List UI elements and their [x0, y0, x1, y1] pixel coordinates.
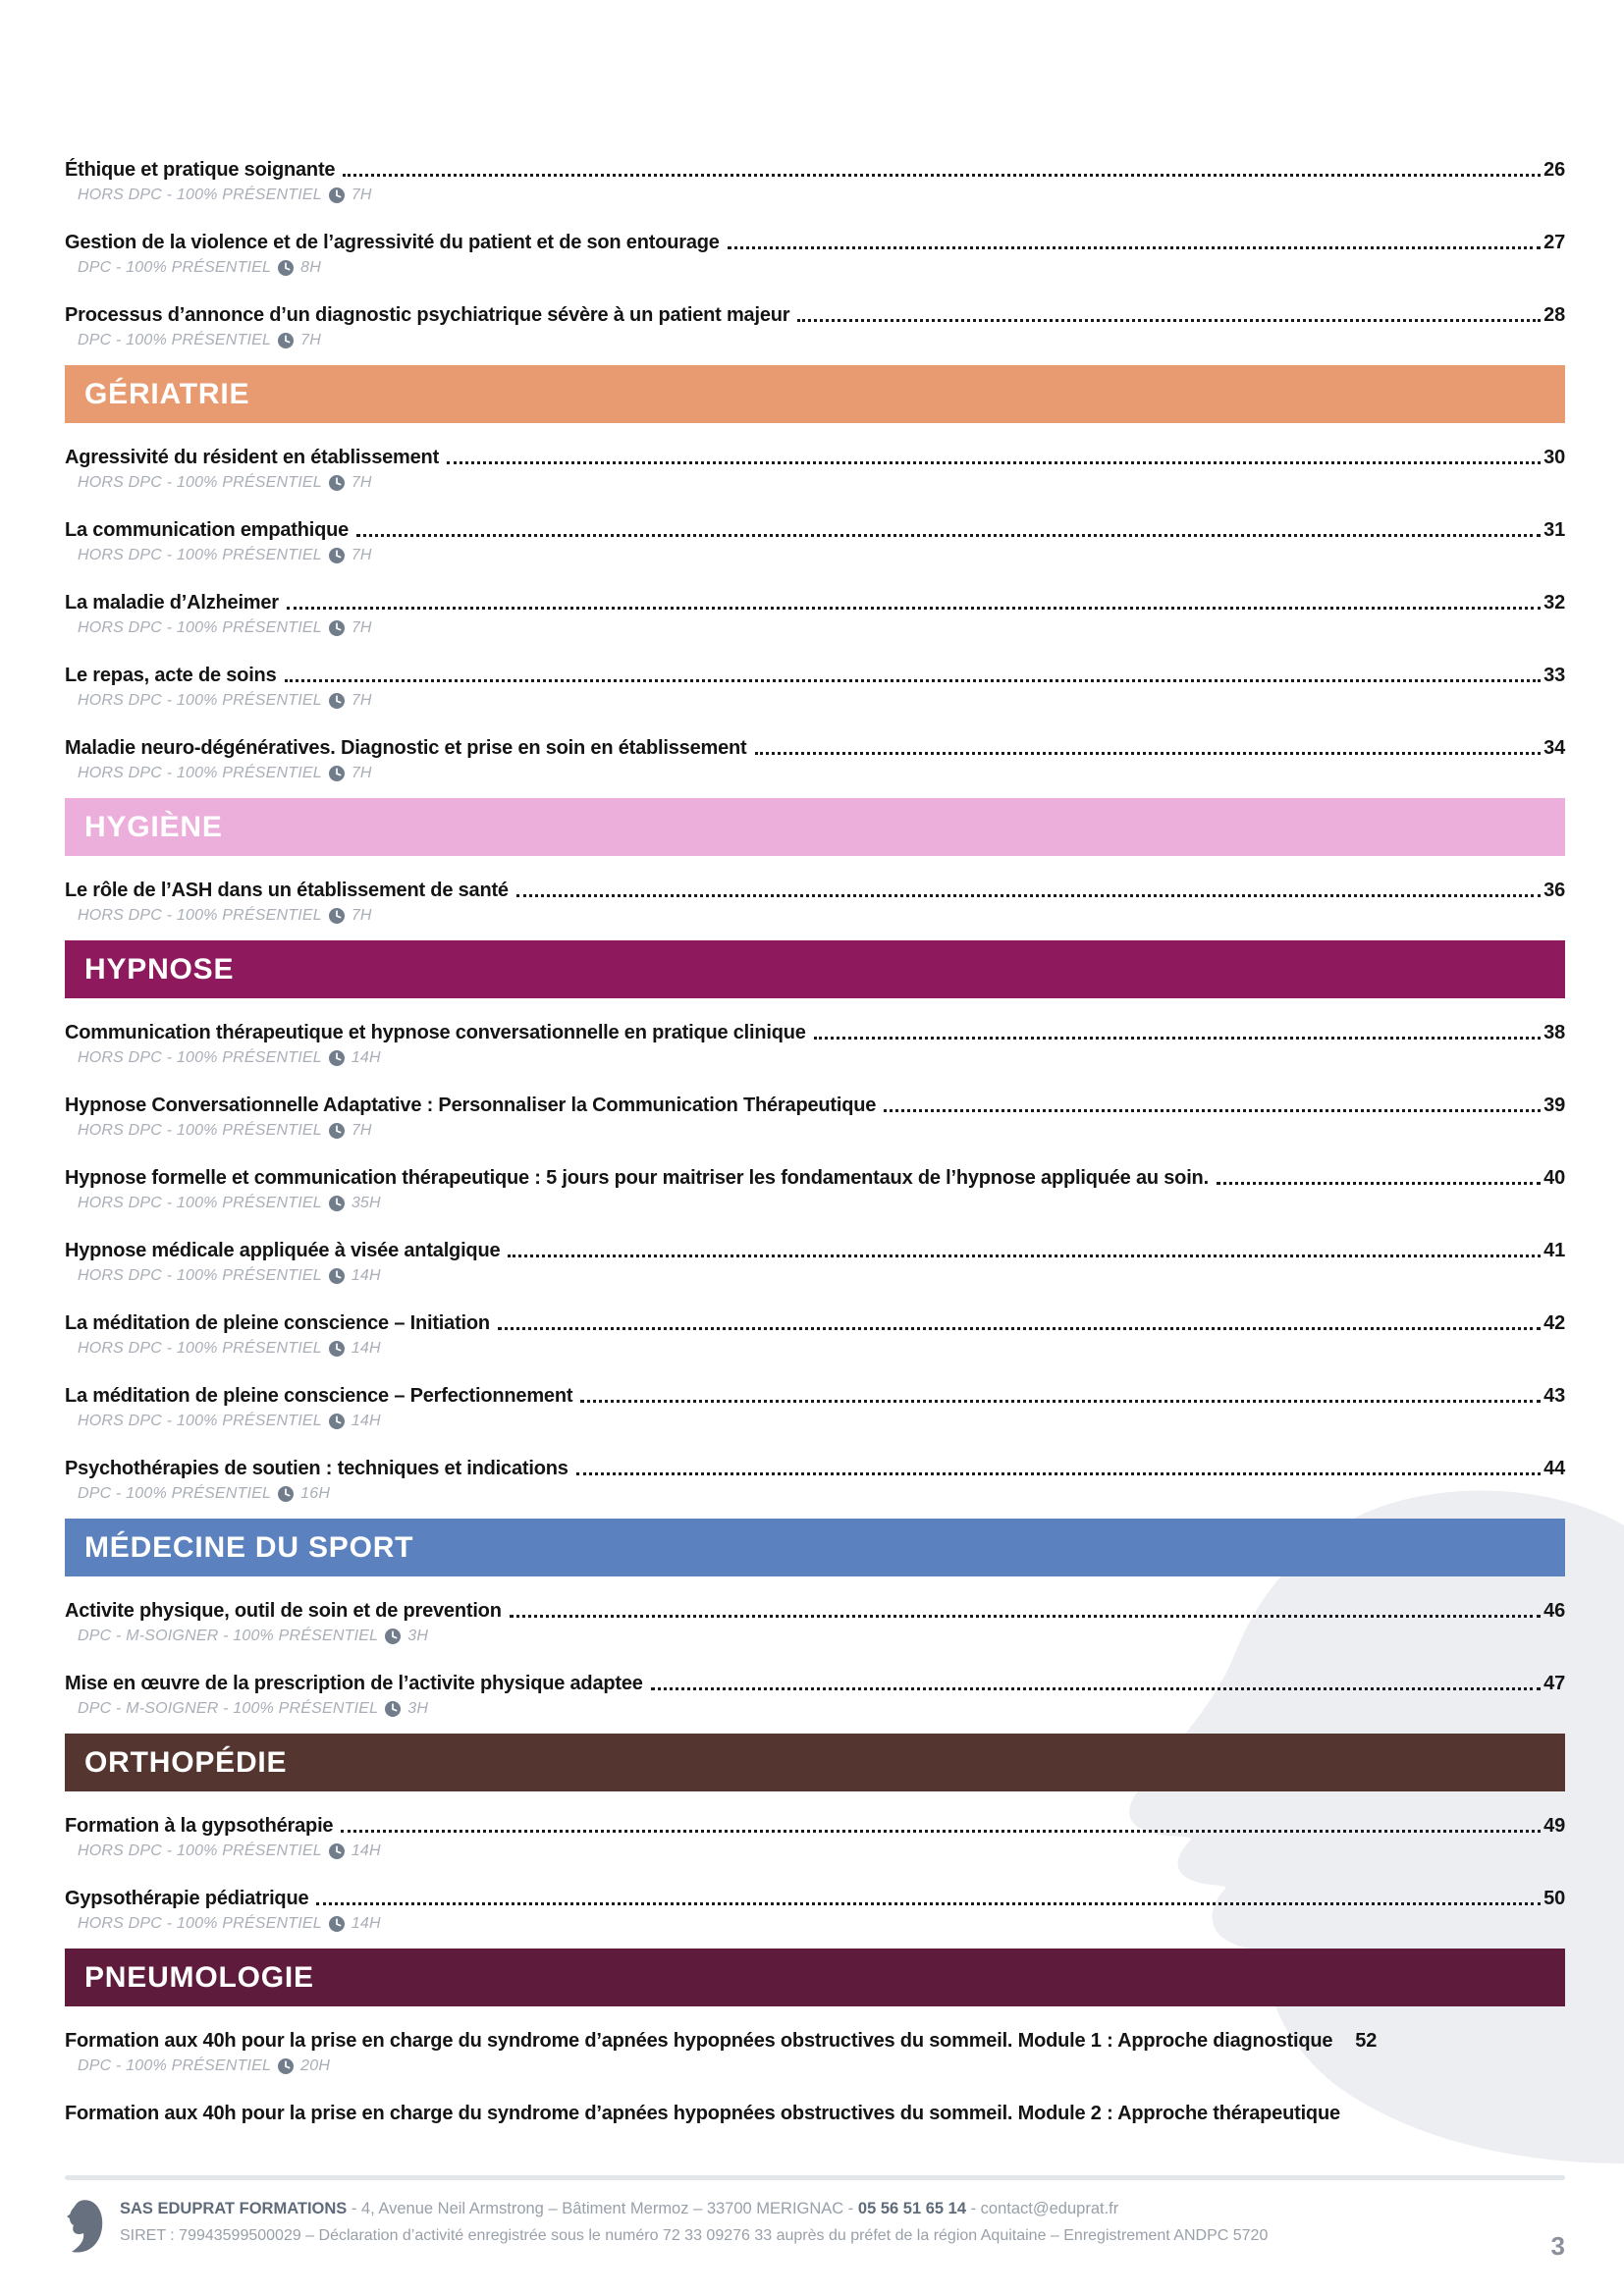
entry-title-row[interactable] — [65, 157, 1565, 183]
entry-title: Communication thérapeutique et hypnose conversationnelle en pratique clinique — [65, 1022, 806, 1043]
dotted-leader — [580, 1400, 1541, 1403]
footer-email[interactable]: contact@eduprat.fr — [980, 2200, 1119, 2217]
dotted-leader — [1217, 1182, 1541, 1185]
entry-meta — [78, 1266, 1565, 1285]
clock-icon — [329, 620, 345, 636]
entry-page-number: 32 — [1543, 592, 1565, 614]
toc-entry — [65, 1093, 1565, 1140]
entry-meta-program: HORS DPC - 100% PRÉSENTIEL — [78, 1195, 322, 1211]
entry-meta — [78, 1842, 1565, 1860]
section-header-label: ORTHOPÉDIE — [84, 1745, 288, 1779]
toc-entry — [65, 445, 1565, 492]
entry-meta-hours: 3H — [407, 1700, 429, 1717]
dotted-leader — [884, 1109, 1541, 1112]
clock-icon — [385, 1629, 401, 1644]
entry-title-row[interactable] — [65, 735, 1565, 761]
entry-meta — [78, 1339, 1565, 1358]
toc-entry — [65, 1310, 1565, 1358]
entry-meta — [78, 764, 1565, 782]
clock-icon — [329, 908, 345, 924]
entry-title: Formation à la gypsothérapie — [65, 1815, 334, 1837]
entry-page-number: 28 — [1543, 304, 1565, 326]
dotted-leader — [285, 679, 1542, 682]
dotted-leader — [341, 1830, 1541, 1833]
entry-meta-hours: 7H — [351, 547, 372, 563]
entry-title-row[interactable] — [65, 1020, 1565, 1045]
entry-meta-program: HORS DPC - 100% PRÉSENTIEL — [78, 1267, 322, 1284]
clock-icon — [385, 1701, 401, 1717]
entry-meta-program: DPC - 100% PRÉSENTIEL — [78, 259, 272, 276]
entry-meta-hours: 7H — [351, 1122, 372, 1139]
dotted-leader — [508, 1255, 1541, 1257]
entry-meta-hours: 14H — [351, 1267, 381, 1284]
clock-icon — [329, 766, 345, 781]
section-header-geriatrie — [65, 365, 1565, 423]
entry-meta — [78, 1121, 1565, 1140]
dotted-leader — [316, 1902, 1541, 1905]
clock-icon — [329, 1843, 345, 1859]
entry-title-row[interactable] — [65, 302, 1565, 328]
entry-title: Gypsothérapie pédiatrique — [65, 1888, 309, 1909]
entry-title: La communication empathique — [65, 519, 350, 541]
clock-icon — [329, 1196, 345, 1211]
dotted-leader — [516, 894, 1541, 897]
entry-page-number: 36 — [1543, 880, 1565, 901]
entry-meta-program: DPC - 100% PRÉSENTIEL — [78, 2057, 272, 2074]
section-header-label: GÉRIATRIE — [84, 377, 250, 410]
entry-meta-hours: 14H — [351, 1340, 381, 1357]
entry-meta-program: HORS DPC - 100% PRÉSENTIEL — [78, 619, 322, 636]
entry-meta — [78, 906, 1565, 925]
entry-title: Maladie neuro-dégénératives. Diagnostic et prise en soin en établissement — [65, 737, 747, 759]
entry-page-number: 50 — [1543, 1888, 1565, 1909]
entry-meta-hours: 14H — [351, 1915, 381, 1932]
clock-icon — [329, 548, 345, 563]
entry-title-row[interactable] — [65, 1886, 1565, 1911]
entry-meta-hours: 14H — [351, 1413, 381, 1429]
toc-entry — [65, 590, 1565, 637]
dotted-leader — [755, 752, 1542, 755]
clock-icon — [278, 2058, 294, 2074]
entry-title-row[interactable] — [65, 1238, 1565, 1263]
toc-entry — [65, 1165, 1565, 1212]
toc-entry — [65, 663, 1565, 710]
entry-meta-hours: 14H — [351, 1049, 381, 1066]
table-of-contents — [65, 0, 1565, 2152]
entry-meta-hours: 7H — [351, 692, 372, 709]
dotted-leader — [651, 1687, 1541, 1690]
entry-page-number: 38 — [1543, 1022, 1565, 1043]
dotted-leader — [576, 1472, 1541, 1475]
section-header-hypnose — [65, 940, 1565, 998]
entry-meta-program: HORS DPC - 100% PRÉSENTIEL — [78, 907, 322, 924]
entry-title-row[interactable] — [65, 1383, 1565, 1409]
entry-title-row[interactable] — [65, 1598, 1565, 1624]
entry-meta-hours: 35H — [351, 1195, 381, 1211]
entry-page-number: 39 — [1543, 1095, 1565, 1116]
entry-meta-program: DPC - 100% PRÉSENTIEL — [78, 332, 272, 348]
clock-icon — [329, 187, 345, 203]
entry-meta — [78, 473, 1565, 492]
entry-title-row[interactable] — [65, 1310, 1565, 1336]
entry-meta — [78, 691, 1565, 710]
toc-entry — [65, 1886, 1565, 1933]
entry-meta-program: DPC - M-SOIGNER - 100% PRÉSENTIEL — [78, 1700, 379, 1717]
entry-meta — [78, 258, 1565, 277]
entry-title-row[interactable] — [65, 1813, 1565, 1839]
footer-line1 — [120, 2198, 1536, 2219]
entry-meta-hours: 7H — [351, 474, 372, 491]
dotted-leader — [814, 1037, 1541, 1040]
entry-meta-program: HORS DPC - 100% PRÉSENTIEL — [78, 187, 322, 203]
dotted-leader — [498, 1327, 1541, 1330]
toc-entry — [65, 2101, 1565, 2126]
entry-page-number: 33 — [1543, 665, 1565, 686]
entry-meta-hours: 14H — [351, 1842, 381, 1859]
entry-meta-hours: 7H — [351, 765, 372, 781]
entry-meta-hours: 3H — [407, 1628, 429, 1644]
entry-meta-program: HORS DPC - 100% PRÉSENTIEL — [78, 765, 322, 781]
entry-meta — [78, 1627, 1565, 1645]
entry-title-row[interactable] — [65, 1671, 1565, 1696]
entry-meta — [78, 1699, 1565, 1718]
section-header-label: HYPNOSE — [84, 952, 235, 986]
dotted-leader — [356, 534, 1541, 537]
section-header-pneumologie — [65, 1949, 1565, 2006]
entry-title-row[interactable] — [65, 2101, 1565, 2126]
entry-title: Mise en œuvre de la prescription de l’activite physique adaptee — [65, 1673, 643, 1694]
entry-page-number: 49 — [1543, 1815, 1565, 1837]
entry-title: Processus d’annonce d’un diagnostic psychiatrique sévère à un patient majeur — [65, 304, 790, 326]
entry-meta — [78, 1412, 1565, 1430]
entry-page-number: 52 — [1355, 2030, 1378, 2052]
entry-title-row[interactable] — [65, 878, 1565, 903]
entry-meta-program: DPC - 100% PRÉSENTIEL — [78, 1485, 272, 1502]
clock-icon — [329, 1341, 345, 1357]
entry-meta-program: HORS DPC - 100% PRÉSENTIEL — [78, 1122, 322, 1139]
toc-entry — [65, 1598, 1565, 1645]
clock-icon — [329, 1050, 345, 1066]
dotted-leader — [797, 319, 1541, 322]
section-header-label: PNEUMOLOGIE — [84, 1960, 314, 1994]
entry-meta — [78, 186, 1565, 204]
entry-meta-program: HORS DPC - 100% PRÉSENTIEL — [78, 1842, 322, 1859]
entry-title: Gestion de la violence et de l’agressivité du patient et de son entourage — [65, 232, 720, 253]
entry-meta — [78, 618, 1565, 637]
entry-meta-program: HORS DPC - 100% PRÉSENTIEL — [78, 474, 322, 491]
toc-entry — [65, 1383, 1565, 1430]
entry-meta-program: HORS DPC - 100% PRÉSENTIEL — [78, 1915, 322, 1932]
entry-meta — [78, 1914, 1565, 1933]
footer-divider — [65, 2175, 1565, 2180]
section-header-label: HYGIÈNE — [84, 810, 223, 843]
clock-icon — [329, 475, 345, 491]
toc-entry — [65, 517, 1565, 564]
entry-page-number: 42 — [1543, 1312, 1565, 1334]
entry-page-number: 41 — [1543, 1240, 1565, 1261]
entry-meta-program: HORS DPC - 100% PRÉSENTIEL — [78, 692, 322, 709]
footer-company: SAS EDUPRAT FORMATIONS — [120, 2200, 348, 2217]
entry-page-number: 34 — [1543, 737, 1565, 759]
entry-meta-program: HORS DPC - 100% PRÉSENTIEL — [78, 547, 322, 563]
toc-entry — [65, 1671, 1565, 1718]
footer-separator: - — [966, 2200, 981, 2217]
entry-page-number: 47 — [1543, 1673, 1565, 1694]
eduprat-logo-icon — [65, 2200, 104, 2255]
toc-entry — [65, 735, 1565, 782]
entry-title: Le rôle de l’ASH dans un établissement de santé — [65, 880, 509, 901]
entry-page-number: 30 — [1543, 447, 1565, 468]
dotted-leader — [447, 461, 1541, 464]
clock-icon — [278, 333, 294, 348]
entry-page-number: 44 — [1543, 1458, 1565, 1479]
entry-meta-hours: 20H — [300, 2057, 331, 2074]
dotted-leader — [343, 174, 1541, 177]
dotted-leader — [728, 246, 1541, 249]
entry-meta-hours: 8H — [300, 259, 322, 276]
entry-title: Hypnose formelle et communication thérapeutique : 5 jours pour maitriser les fondamentaux de l’hypnose appliquée au soin. — [65, 1167, 1209, 1189]
toc-entry — [65, 1020, 1565, 1067]
clock-icon — [278, 260, 294, 276]
entry-title-row[interactable] — [65, 590, 1565, 615]
entry-title: Hypnose Conversationnelle Adaptative : Personnaliser la Communication Thérapeutique — [65, 1095, 877, 1116]
toc-entry — [65, 2028, 1565, 2075]
entry-title: Hypnose médicale appliquée à visée antalgique — [65, 1240, 501, 1261]
entry-title-row[interactable] — [65, 445, 1565, 470]
entry-meta — [78, 546, 1565, 564]
footer-phone: 05 56 51 65 14 — [857, 2200, 966, 2217]
entry-title: Éthique et pratique soignante — [65, 159, 336, 181]
page-number: 3 — [1550, 2231, 1565, 2261]
toc-entry — [65, 878, 1565, 925]
entry-meta-hours: 7H — [351, 619, 372, 636]
entry-title-row[interactable] — [65, 1093, 1565, 1118]
clock-icon — [278, 1486, 294, 1502]
entry-title: Le repas, acte de soins — [65, 665, 277, 686]
clock-icon — [329, 1916, 345, 1932]
entry-meta-program: DPC - M-SOIGNER - 100% PRÉSENTIEL — [78, 1628, 379, 1644]
entry-page-number: 27 — [1543, 232, 1565, 253]
section-header-hygiene — [65, 798, 1565, 856]
footer-siret-line: SIRET : 79943599500029 – Déclaration d’activité enregistrée sous le numéro 72 33 09276 33 auprès du préfet de la région Aquitaine – Enregistrement ANDPC 5720 — [120, 2227, 1269, 2244]
page-footer — [65, 2175, 1565, 2262]
entry-meta — [78, 2056, 1565, 2075]
entry-title-row[interactable] — [65, 1456, 1565, 1481]
section-header-orthopedie — [65, 1734, 1565, 1791]
entry-title: Formation aux 40h pour la prise en charge du syndrome d’apnées hypopnées obstructives du sommeil. Module 1 : Approche diagnostique — [65, 2030, 1333, 2052]
toc-entry — [65, 1456, 1565, 1503]
entry-title: Agressivité du résident en établissement — [65, 447, 440, 468]
entry-title-row[interactable] — [65, 1165, 1565, 1191]
entry-meta-program: HORS DPC - 100% PRÉSENTIEL — [78, 1413, 322, 1429]
clock-icon — [329, 693, 345, 709]
entry-meta — [78, 1194, 1565, 1212]
entry-meta — [78, 1048, 1565, 1067]
entry-page-number: 40 — [1543, 1167, 1565, 1189]
entry-title-row[interactable] — [65, 663, 1565, 688]
entry-title: Activite physique, outil de soin et de prevention — [65, 1600, 502, 1622]
entry-title-row[interactable] — [65, 2028, 1565, 2054]
entry-title: La méditation de pleine conscience – Perfectionnement — [65, 1385, 573, 1407]
entry-title-row[interactable] — [65, 230, 1565, 255]
entry-meta-program: HORS DPC - 100% PRÉSENTIEL — [78, 1340, 322, 1357]
dotted-leader — [510, 1615, 1541, 1618]
entry-meta — [78, 1484, 1565, 1503]
toc-entry — [65, 302, 1565, 349]
entry-title: Formation aux 40h pour la prise en charge du syndrome d’apnées hypopnées obstructives du sommeil. Module 2 : Approche thérapeutique — [65, 2103, 1340, 2124]
toc-entry — [65, 1238, 1565, 1285]
toc-entry — [65, 1813, 1565, 1860]
clock-icon — [329, 1414, 345, 1429]
toc-entry — [65, 157, 1565, 204]
clock-icon — [329, 1123, 345, 1139]
entry-meta-hours: 16H — [300, 1485, 331, 1502]
section-header-label: MÉDECINE DU SPORT — [84, 1530, 414, 1564]
entry-meta — [78, 331, 1565, 349]
entry-meta-hours: 7H — [351, 907, 372, 924]
entry-meta-hours: 7H — [351, 187, 372, 203]
entry-title: La méditation de pleine conscience – Initiation — [65, 1312, 490, 1334]
entry-page-number: 26 — [1543, 159, 1565, 181]
section-header-medecine-du-sport — [65, 1519, 1565, 1576]
entry-title: Psychothérapies de soutien : techniques et indications — [65, 1458, 568, 1479]
entry-title-row[interactable] — [65, 517, 1565, 543]
clock-icon — [329, 1268, 345, 1284]
footer-address: - 4, Avenue Neil Armstrong – Bâtiment Mermoz – 33700 MERIGNAC - — [347, 2200, 858, 2217]
entry-meta-program: HORS DPC - 100% PRÉSENTIEL — [78, 1049, 322, 1066]
entry-title: La maladie d’Alzheimer — [65, 592, 279, 614]
entry-meta-hours: 7H — [300, 332, 322, 348]
entry-page-number: 46 — [1543, 1600, 1565, 1622]
dotted-leader — [287, 607, 1541, 610]
entry-page-number: 43 — [1543, 1385, 1565, 1407]
entry-page-number: 31 — [1543, 519, 1565, 541]
toc-entry — [65, 230, 1565, 277]
